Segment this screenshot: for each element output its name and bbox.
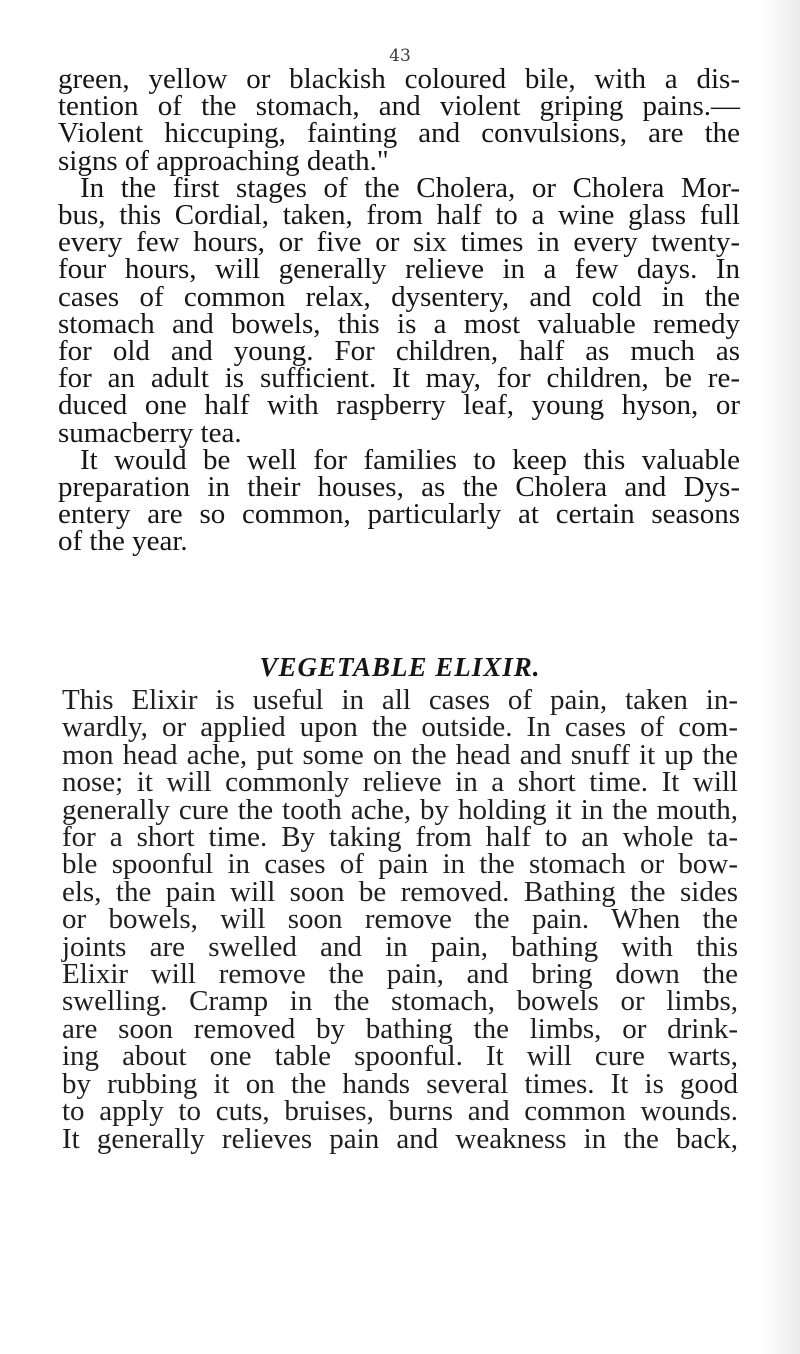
text-line: tention of the stomach, and violent griping pains.— — [58, 90, 740, 123]
vegetable-elixir-text — [62, 684, 738, 1155]
text-line: are soon removed by bathing the limbs, or drink- — [62, 1012, 738, 1045]
page-number: 43 — [389, 46, 411, 66]
text-line: nose; it will commonly relieve in a short time. It will — [62, 766, 738, 799]
text-line: for old and young. For children, half as much as — [58, 335, 740, 368]
text-line: by rubbing it on the hands several times. It is good — [62, 1067, 738, 1100]
text-line: In the first stages of the Cholera, or Cholera Mor- — [80, 171, 740, 204]
text-line: It would be well for families to keep this valuable — [80, 443, 740, 476]
text-line: for a short time. By taking from half to an whole ta- — [62, 821, 738, 854]
text-line: This Elixir is useful in all cases of pain, taken in- — [62, 684, 738, 716]
text-line: signs of approaching death." — [58, 144, 389, 177]
text-line: cases of common relax, dysentery, and cold in the — [58, 280, 740, 313]
text-line: four hours, will generally relieve in a few days. In — [58, 253, 740, 286]
text-line: joints are swelled and in pain, bathing with this — [62, 930, 738, 963]
text-line: It generally relieves pain and weakness in the back, — [62, 1122, 738, 1155]
text-line: ble spoonful in cases of pain in the stomach or bow- — [62, 848, 738, 881]
text-line: generally cure the tooth ache, by holding it in the mouth, — [62, 793, 738, 826]
text-line: mon head ache, put some on the head and snuff it up the — [62, 738, 738, 771]
text-line: entery are so common, particularly at certain seasons — [58, 498, 740, 531]
section-heading: VEGETABLE ELIXIR. — [259, 652, 541, 682]
text-line: to apply to cuts, bruises, burns and common wounds. — [62, 1095, 738, 1128]
text-line: sumacberry tea. — [58, 416, 242, 449]
text-line: or bowels, will soon remove the pain. When the — [62, 903, 738, 936]
text-line: of the year. — [58, 525, 188, 558]
text-line: duced one half with raspberry leaf, young hyson, or — [58, 389, 740, 422]
text-line: Violent hiccuping, fainting and convulsions, are the — [58, 117, 740, 150]
text-line: preparation in their houses, as the Cholera and Dys- — [58, 471, 740, 504]
text-line: green, yellow or blackish coloured bile, with a dis- — [58, 63, 740, 95]
text-line: every few hours, or five or six times in every twenty- — [58, 226, 740, 259]
cholera-cordial-text — [58, 63, 740, 558]
text-line: els, the pain will soon be removed. Bathing the sides — [62, 875, 738, 908]
text-line: stomach and bowels, this is a most valuable remedy — [58, 307, 740, 340]
text-line: Elixir will remove the pain, and bring down the — [62, 958, 738, 991]
text-line: ing about one table spoonful. It will cure warts, — [62, 1040, 738, 1073]
text-line: for an adult is sufficient. It may, for children, be re- — [58, 362, 740, 395]
text-line: wardly, or applied upon the outside. In cases of com- — [62, 711, 738, 744]
text-line: bus, this Cordial, taken, from half to a wine glass full — [58, 199, 740, 232]
page-edge-shadow — [760, 0, 800, 1354]
text-line: swelling. Cramp in the stomach, bowels or limbs, — [62, 985, 738, 1018]
